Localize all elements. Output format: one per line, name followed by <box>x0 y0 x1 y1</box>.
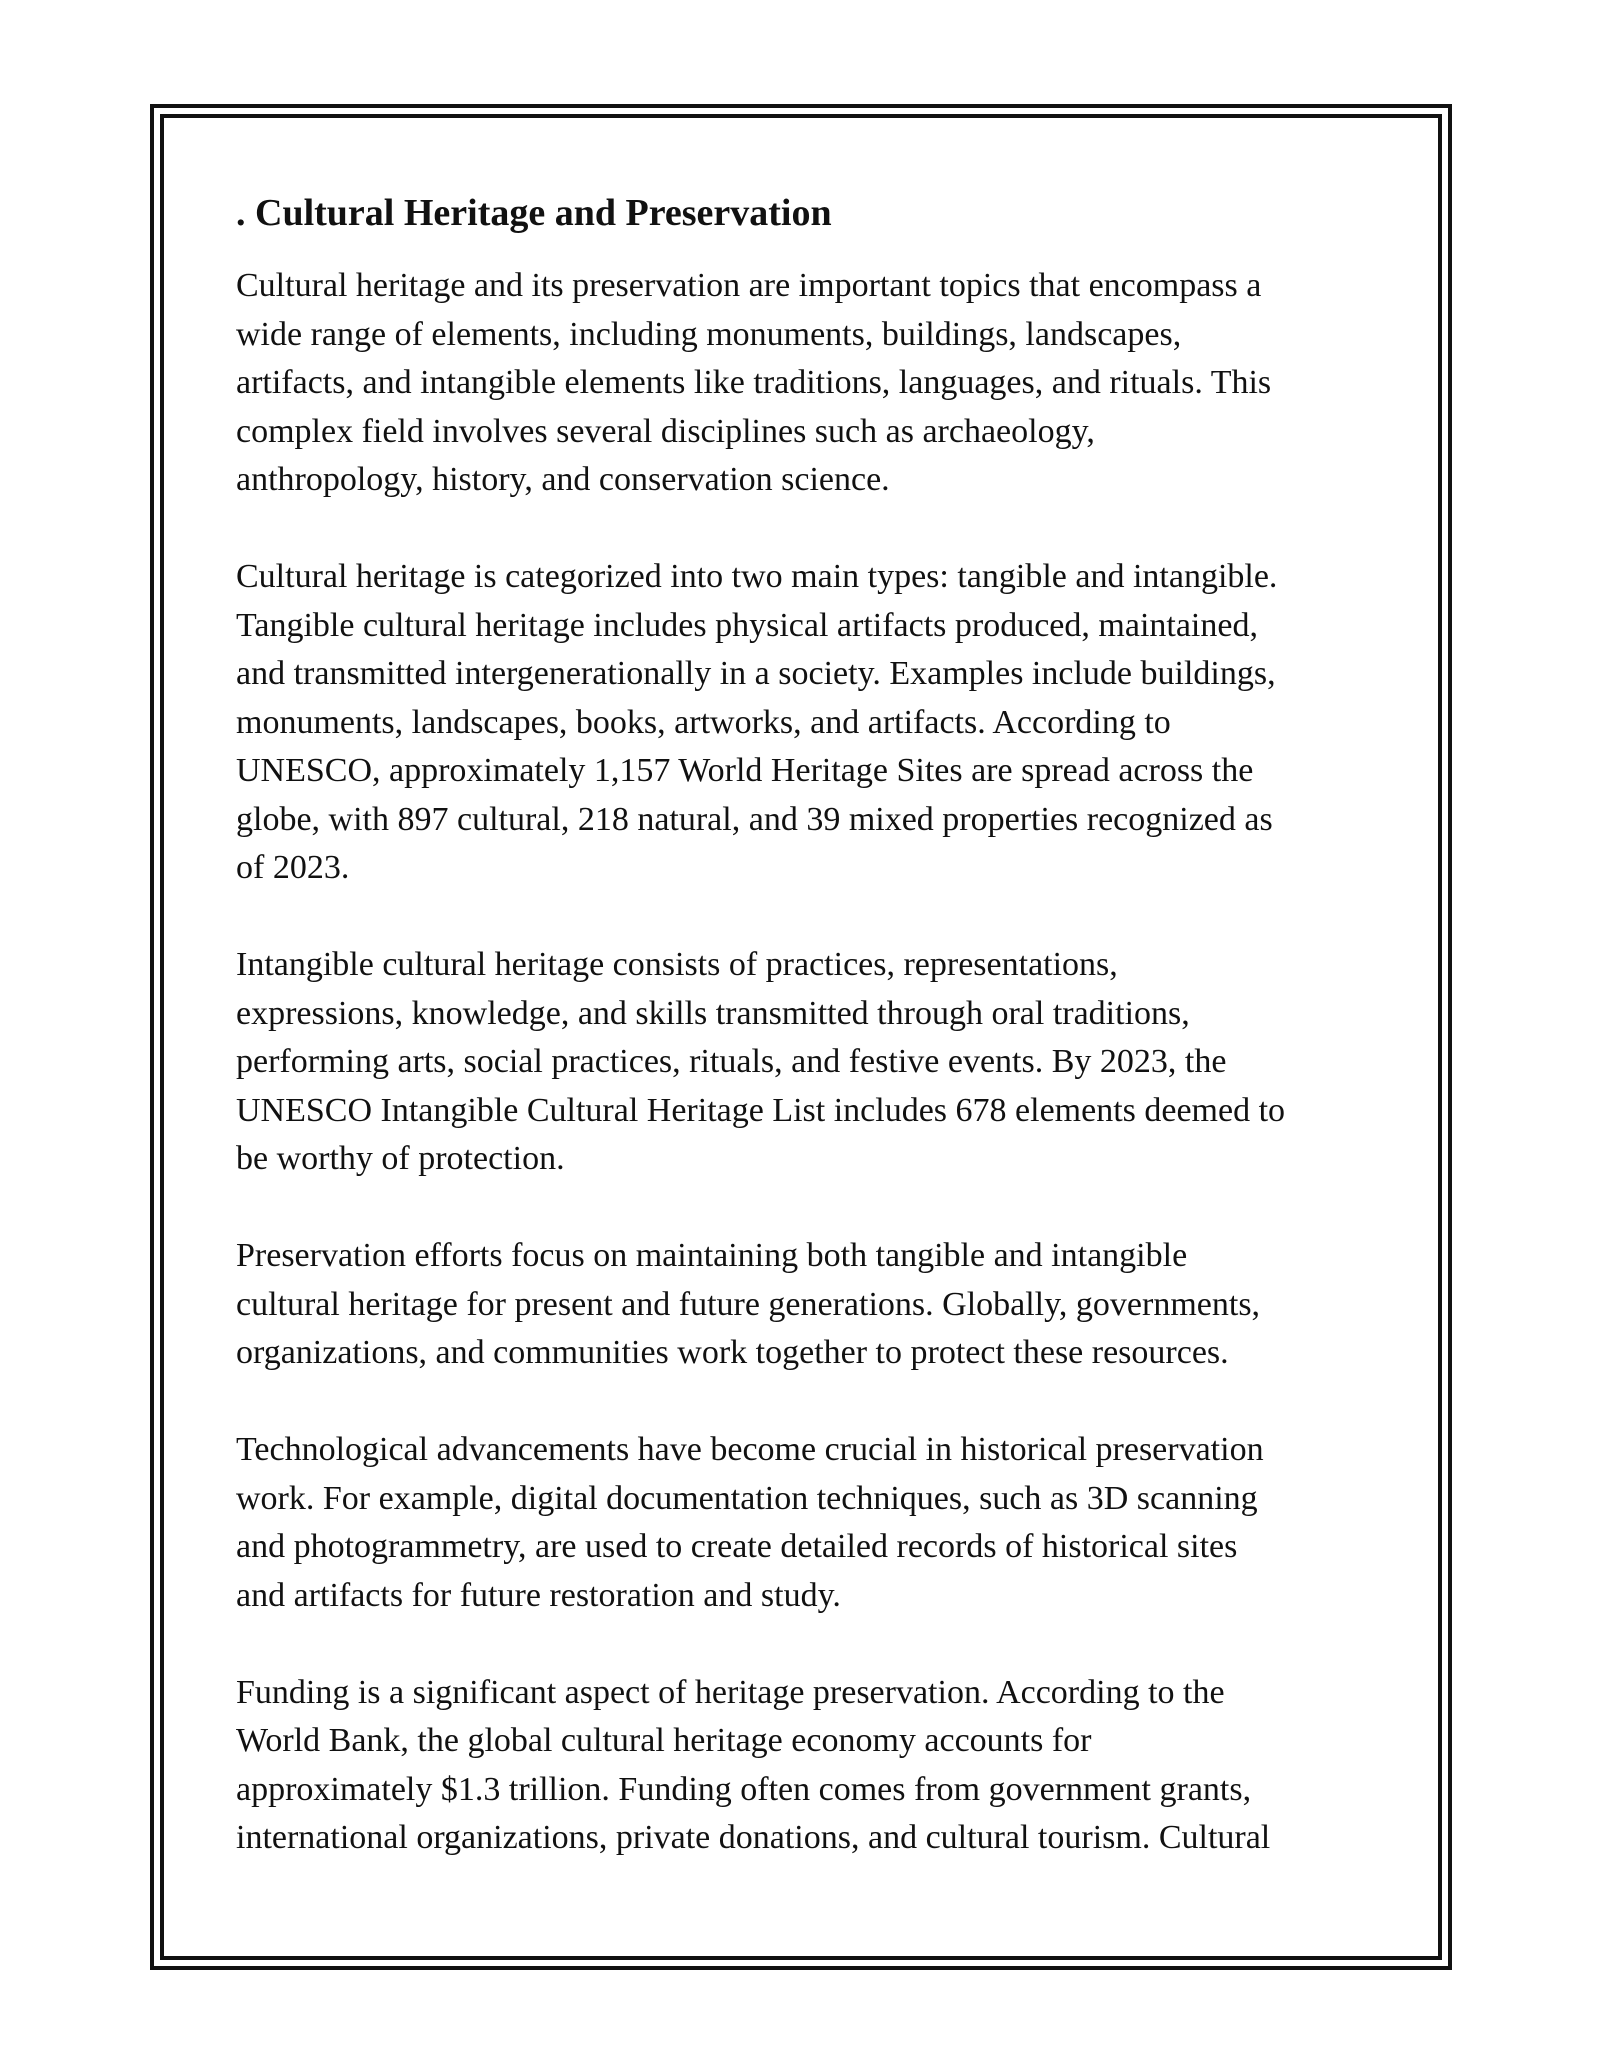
text-line: globe, with 897 cultural, 218 natural, and 39 mixed properties recognized as <box>236 800 1273 838</box>
paragraph-technology <box>236 1426 1376 1620</box>
text-line: monuments, landscapes, books, artworks, and artifacts. According to <box>236 703 1171 741</box>
text-line: Preservation efforts focus on maintaining both tangible and intangible <box>236 1237 1188 1274</box>
text-line: performing arts, social practices, rituals, and festive events. By 2023, the <box>236 1043 1227 1080</box>
text-line: be worthy of protection. <box>236 1140 565 1177</box>
text-line: World Bank, the global cultural heritage economy accounts for <box>236 1722 1092 1759</box>
paragraph-preservation-efforts <box>236 1232 1376 1378</box>
text-line: UNESCO Intangible Cultural Heritage List includes 678 elements deemed to <box>236 1091 1286 1129</box>
text-line: international organizations, private donations, and cultural tourism. Cultural <box>236 1819 1271 1856</box>
document-body <box>236 188 1376 1911</box>
text-line: expressions, knowledge, and skills transmitted through oral traditions, <box>236 994 1190 1032</box>
text-line: anthropology, history, and conservation science. <box>236 461 890 498</box>
text-line: and artifacts for future restoration and study. <box>236 1576 841 1614</box>
paragraph-intangible-heritage <box>236 941 1376 1184</box>
text-line: wide range of elements, including monuments, buildings, landscapes, <box>236 315 1182 353</box>
text-line: Cultural heritage is categorized into two main types: tangible and intangible. <box>236 558 1278 595</box>
text-line: cultural heritage for present and future generations. Globally, governments, <box>236 1285 1261 1323</box>
document-title: . Cultural Heritage and Preservation <box>236 192 832 234</box>
text-line: complex field involves several disciplines such as archaeology, <box>236 412 1095 450</box>
text-line: Tangible cultural heritage includes physical artifacts produced, maintained, <box>236 606 1258 644</box>
text-line: and transmitted intergenerationally in a society. Examples include buildings, <box>236 655 1276 692</box>
text-line: Cultural heritage and its preservation are important topics that encompass a <box>236 267 1262 304</box>
paragraph-intro <box>236 262 1376 505</box>
paragraph-tangible-heritage <box>236 553 1376 893</box>
paragraph-funding <box>236 1669 1376 1863</box>
text-line: organizations, and communities work together to protect these resources. <box>236 1334 1229 1371</box>
text-line: and photogrammetry, are used to create detailed records of historical sites <box>236 1528 1238 1565</box>
text-line: of 2023. <box>236 849 350 886</box>
text-line: Technological advancements have become crucial in historical preservation <box>236 1431 1264 1468</box>
text-line: approximately $1.3 trillion. Funding often comes from government grants, <box>236 1770 1252 1808</box>
text-line: Intangible cultural heritage consists of practices, representations, <box>236 946 1118 983</box>
text-line: Funding is a significant aspect of heritage preservation. According to the <box>236 1673 1225 1711</box>
text-line: work. For example, digital documentation techniques, such as 3D scanning <box>236 1479 1258 1517</box>
text-line: artifacts, and intangible elements like traditions, languages, and rituals. This <box>236 364 1272 401</box>
text-line: UNESCO, approximately 1,157 World Heritage Sites are spread across the <box>236 752 1254 789</box>
